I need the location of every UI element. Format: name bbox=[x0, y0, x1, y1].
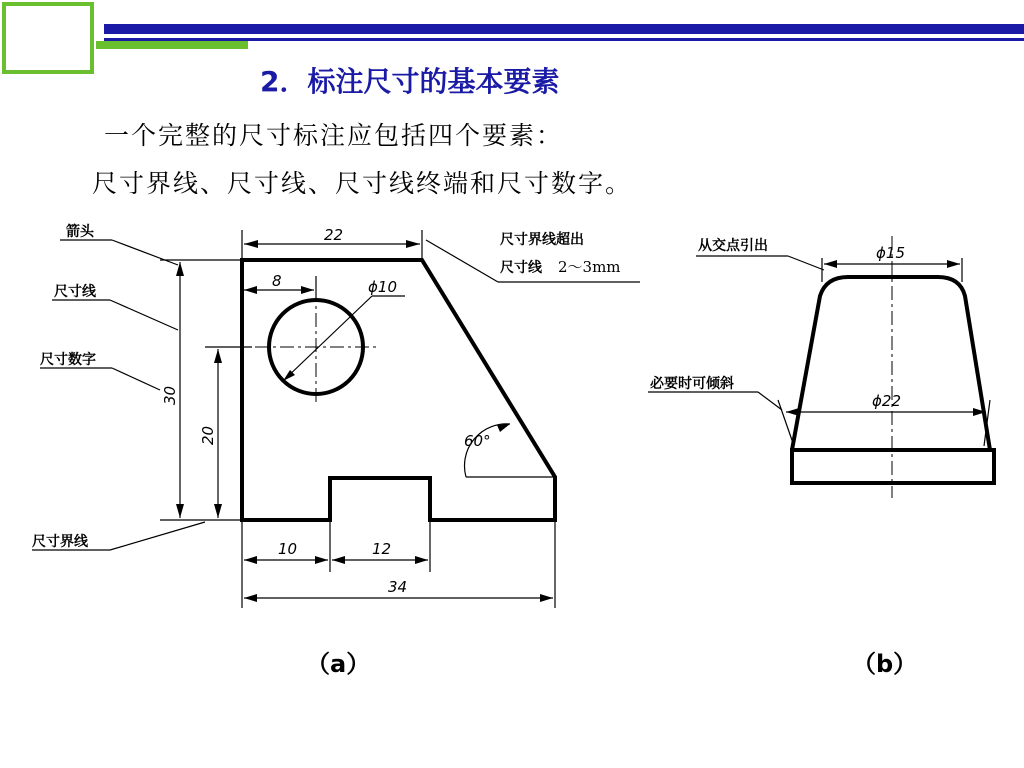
label-dim-line: 尺寸线 bbox=[54, 284, 96, 300]
intro-line-1: 一个完整的尺寸标注应包括四个要素： bbox=[104, 121, 564, 150]
arrowhead bbox=[824, 260, 837, 268]
dim-phi10: ϕ10 bbox=[368, 278, 397, 296]
dim-12: 12 bbox=[372, 540, 392, 558]
caption-a: （a） bbox=[306, 650, 371, 678]
dim-30: 30 bbox=[161, 385, 179, 405]
dim-10: 10 bbox=[278, 540, 298, 558]
dim-34: 34 bbox=[388, 578, 408, 596]
base-rect bbox=[792, 450, 994, 483]
dim-phi22: ϕ22 bbox=[872, 392, 901, 410]
label-from-intersection: 从交点引出 bbox=[698, 238, 768, 254]
callout-leader-intersection bbox=[788, 256, 824, 270]
dim-22: 22 bbox=[324, 226, 344, 244]
label-ext-line: 尺寸界线 bbox=[32, 534, 88, 550]
arrowhead bbox=[786, 408, 799, 416]
frustum-outline bbox=[792, 277, 990, 450]
label-arrow: 箭头 bbox=[66, 224, 94, 240]
dim-phi15: ϕ15 bbox=[876, 244, 905, 262]
ext-line-tilted bbox=[778, 400, 794, 446]
label-may-tilt: 必要时可倾斜 bbox=[650, 376, 734, 392]
label-overshoot-1: 尺寸界线超出 bbox=[500, 232, 584, 248]
caption-b: （b） bbox=[852, 650, 918, 678]
arrowhead bbox=[947, 260, 960, 268]
label-overshoot-value: 2～3mm bbox=[558, 258, 621, 276]
dim-8: 8 bbox=[272, 272, 282, 290]
dim-60deg: 60° bbox=[464, 432, 491, 450]
label-dim-number: 尺寸数字 bbox=[40, 352, 96, 368]
intro-line-2: 尺寸界线、尺寸线、尺寸线终端和尺寸数字。 bbox=[92, 169, 633, 198]
slide-title: 2．标注尺寸的基本要素 bbox=[260, 65, 560, 98]
label-overshoot-2: 尺寸线 bbox=[500, 260, 542, 276]
dim-20: 20 bbox=[199, 425, 217, 445]
